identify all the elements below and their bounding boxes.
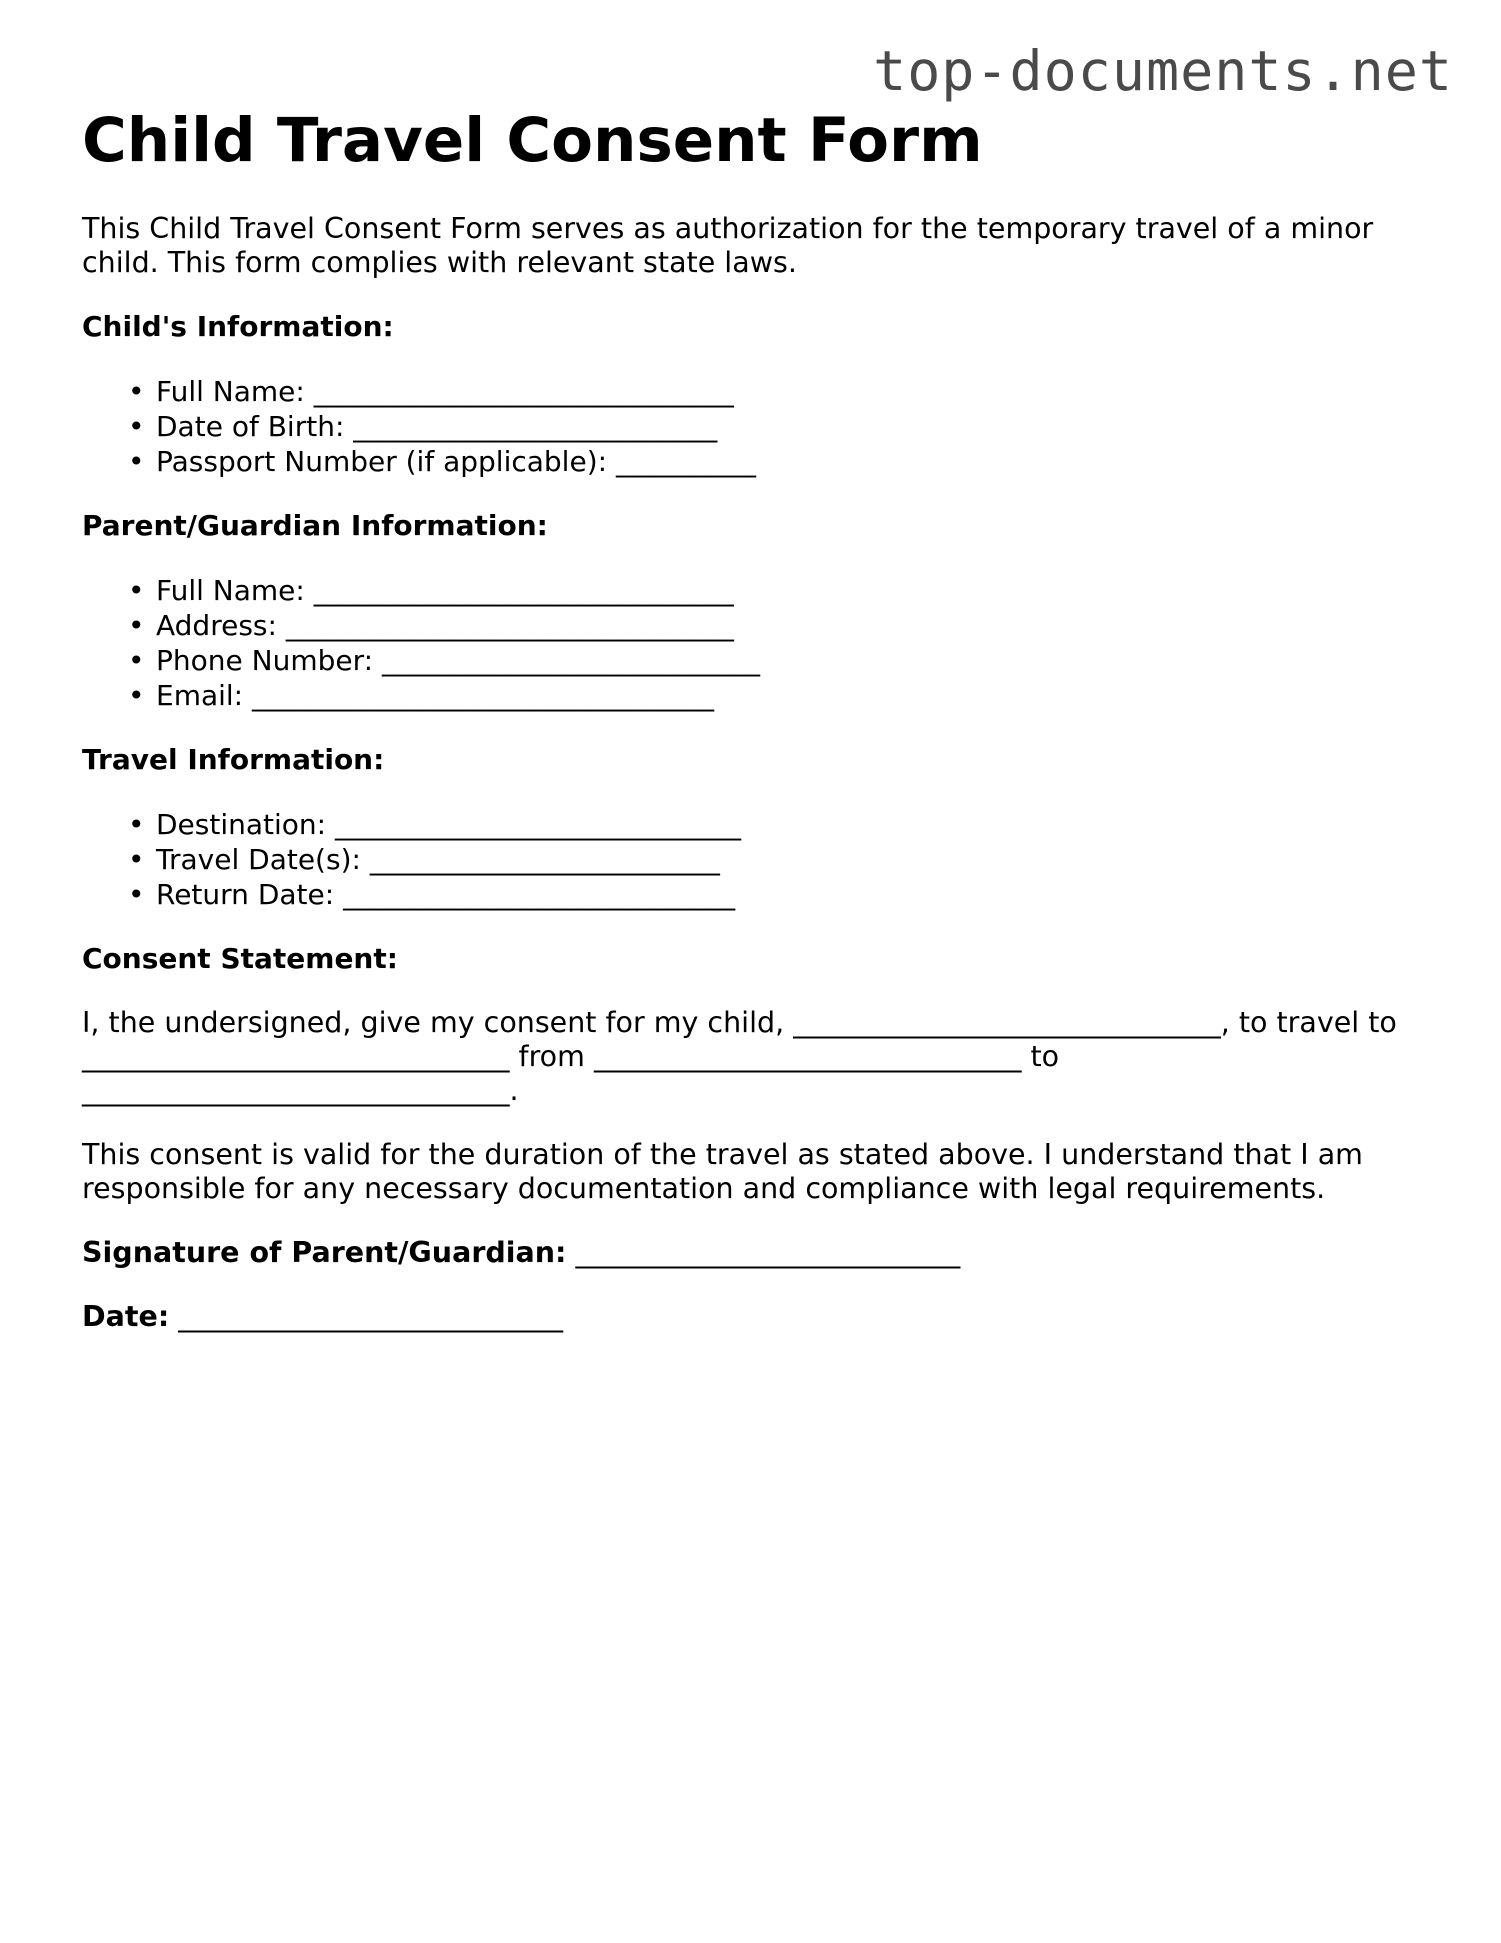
field-label: Date of Birth:: [156, 410, 354, 443]
intro-paragraph: This Child Travel Consent Form serves as authorization for the temporary travel of a minor child. This form complies with relevant state laws.: [82, 212, 1374, 279]
travel-dates-field: [128, 842, 1422, 877]
field-label: Full Name:: [156, 375, 314, 408]
watermark-logo: top-documents.net: [873, 39, 1453, 103]
field-label: Email:: [156, 679, 253, 712]
signature-line: [82, 1236, 1422, 1270]
travel-destination-field: [128, 807, 1422, 842]
child-passport-field: [128, 444, 1422, 479]
field-label: Passport Number (if applicable):: [156, 445, 616, 478]
field-label: Full Name:: [156, 574, 314, 607]
guardian-email-field: [128, 678, 1422, 713]
date-label: Date:: [82, 1300, 170, 1333]
child-info-list: [82, 374, 1422, 479]
date-blank[interactable]: ___________________________: [169, 1300, 564, 1333]
guardian-full-name-blank[interactable]: ______________________________: [313, 574, 734, 607]
child-info-heading: Child's Information:: [82, 310, 394, 343]
form-page: [82, 104, 1422, 1334]
guardian-phone-blank[interactable]: ___________________________: [381, 644, 760, 677]
signature-label: Signature of Parent/Guardian:: [82, 1236, 567, 1269]
signature-blank[interactable]: ___________________________: [566, 1236, 961, 1269]
child-dob-blank[interactable]: __________________________: [353, 410, 718, 443]
bullet-icon: •: [128, 445, 145, 478]
date-line: [82, 1300, 1422, 1334]
guardian-info-heading: Parent/Guardian Information:: [82, 509, 548, 542]
travel-info-heading: Travel Information:: [82, 743, 385, 776]
guardian-info-list: [82, 573, 1422, 713]
child-full-name-blank[interactable]: ______________________________: [313, 375, 734, 408]
bullet-icon: •: [128, 808, 145, 841]
field-label: Return Date:: [156, 878, 344, 911]
travel-return-date-field: [128, 877, 1422, 912]
bullet-icon: •: [128, 679, 145, 712]
field-label: Travel Date(s):: [156, 843, 370, 876]
guardian-address-blank[interactable]: ________________________________: [285, 609, 734, 642]
bullet-icon: •: [128, 843, 145, 876]
guardian-email-blank[interactable]: _________________________________: [252, 679, 715, 712]
child-full-name-field: [128, 374, 1422, 409]
guardian-address-field: [128, 608, 1422, 643]
form-title: Child Travel Consent Form: [82, 105, 983, 176]
travel-info-list: [82, 807, 1422, 912]
field-label: Phone Number:: [156, 644, 382, 677]
bullet-icon: •: [128, 410, 145, 443]
bullet-icon: •: [128, 644, 145, 677]
guardian-full-name-field: [128, 573, 1422, 608]
child-dob-field: [128, 409, 1422, 444]
consent-validity-paragraph: This consent is valid for the duration of the travel as stated above. I understand that I am responsible for any necessary documentation and compliance with legal requirements.: [82, 1138, 1363, 1205]
field-label: Destination:: [156, 808, 336, 841]
consent-statement: I, the undersigned, give my consent for my child, ______________________________, to travel to ______________________________ from ______________________________ to ______________________________.: [82, 1006, 1397, 1107]
travel-return-date-blank[interactable]: ____________________________: [343, 878, 736, 911]
travel-destination-blank[interactable]: _____________________________: [335, 808, 742, 841]
bullet-icon: •: [128, 609, 145, 642]
field-label: Address:: [156, 609, 286, 642]
consent-heading: Consent Statement:: [82, 942, 398, 975]
travel-dates-blank[interactable]: _________________________: [369, 843, 720, 876]
guardian-phone-field: [128, 643, 1422, 678]
bullet-icon: •: [128, 878, 145, 911]
bullet-icon: •: [128, 375, 145, 408]
bullet-icon: •: [128, 574, 145, 607]
child-passport-blank[interactable]: __________: [615, 445, 756, 478]
